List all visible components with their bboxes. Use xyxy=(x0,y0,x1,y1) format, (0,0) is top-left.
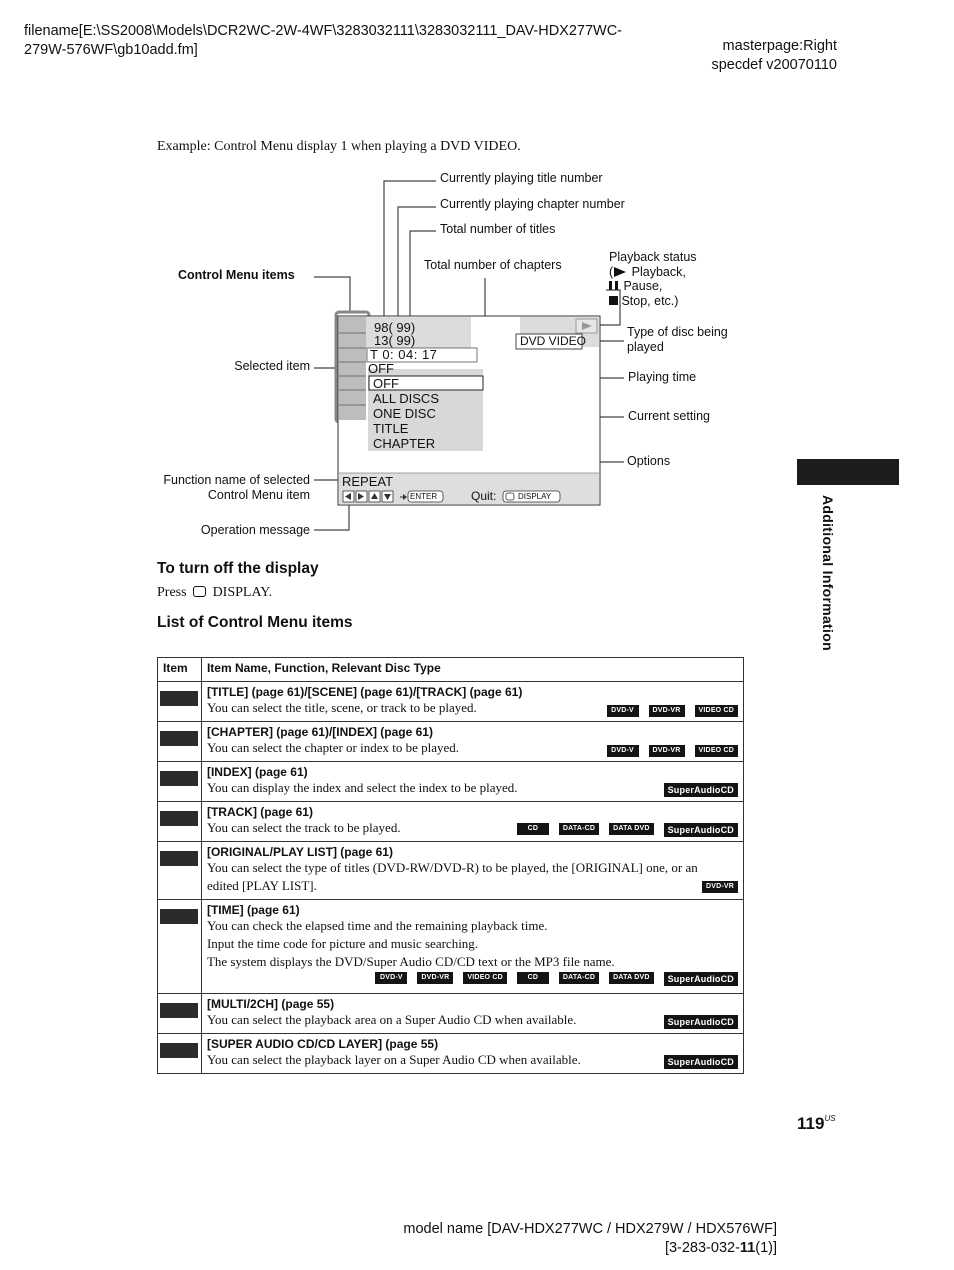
row-title: [TITLE] (page 61)/[SCENE] (page 61)/[TRACK] (page 61) xyxy=(206,685,523,699)
header-item-name: Item Name, Function, Relevant Disc Type xyxy=(201,658,743,682)
row-badges xyxy=(664,783,738,797)
callout-current-setting: Current setting xyxy=(628,409,710,423)
press-suffix: DISPLAY. xyxy=(212,585,273,600)
badge-video-cd: VIDEO CD xyxy=(695,705,738,717)
table-row xyxy=(158,994,744,1034)
row-description: You can select the playback layer on a Super Audio CD when available. xyxy=(206,1052,581,1067)
osd-display-label: DISPLAY xyxy=(518,492,552,501)
play-icon xyxy=(614,267,626,277)
callout-control-menu-items: Control Menu items xyxy=(178,268,295,282)
table-row xyxy=(158,682,744,722)
badge-super-audio-cd: SuperAudioCD xyxy=(664,1055,738,1069)
press-prefix: Press xyxy=(157,585,187,600)
footer-code-bold: 11 xyxy=(739,1240,756,1256)
callout-operation-message: Operation message xyxy=(200,523,310,537)
multi-2ch-icon xyxy=(160,1003,198,1018)
osd-time-row: T 0: 04: 17 xyxy=(370,347,438,362)
badge-super-audio-cd: SuperAudioCD xyxy=(664,783,738,797)
footer-code-suffix: (1)] xyxy=(755,1240,777,1256)
row-description: You can select the title, scene, or track to be played. xyxy=(206,700,477,715)
callout-playback-status xyxy=(609,250,697,308)
disc-layer-icon xyxy=(160,1043,198,1058)
row-badges xyxy=(607,745,739,757)
row-title: [CHAPTER] (page 61)/[INDEX] (page 61) xyxy=(206,725,433,739)
row-description-line1: You can check the elapsed time and the remaining playback time. xyxy=(206,918,548,933)
table-row xyxy=(158,1034,744,1074)
row-title: [SUPER AUDIO CD/CD LAYER] (page 55) xyxy=(206,1037,439,1051)
osd-quit-label: Quit: xyxy=(471,489,497,503)
row-description: You can select the track to be played. xyxy=(206,820,401,835)
osd-option-chapter: CHAPTER xyxy=(373,436,436,451)
row-badges xyxy=(207,972,738,986)
badge-video-cd: VIDEO CD xyxy=(463,972,506,984)
title-disc-icon xyxy=(160,691,198,706)
row-badges xyxy=(702,881,738,893)
badge-super-audio-cd: SuperAudioCD xyxy=(664,1015,738,1029)
table-row xyxy=(158,802,744,842)
osd-current-value: OFF xyxy=(368,361,394,376)
osd-option-off: OFF xyxy=(373,376,399,391)
osd-function-name: REPEAT xyxy=(342,474,394,489)
callout-function-name xyxy=(163,473,310,502)
osd-option-all-discs: ALL DISCS xyxy=(373,391,439,406)
example-caption: Example: Control Menu display 1 when playing a DVD VIDEO. xyxy=(157,139,521,154)
callout-playback-status-line3 xyxy=(609,279,697,294)
table-header-row xyxy=(158,658,744,682)
row-description: You can select the playback area on a Super Audio CD when available. xyxy=(206,1012,577,1027)
badge-super-audio-cd: SuperAudioCD xyxy=(664,972,738,986)
row-title: [TRACK] (page 61) xyxy=(206,805,313,819)
footer-model-name: model name [DAV-HDX277WC / HDX279W / HDX576WF] xyxy=(403,1221,777,1237)
index-flag-icon xyxy=(160,771,198,786)
callout-function-name-line1: Function name of selected xyxy=(163,473,310,487)
pause-label: Pause, xyxy=(620,279,663,293)
row-description: You can display the index and select the index to be played. xyxy=(206,780,518,795)
row-badges xyxy=(517,823,738,837)
callout-playing-time: Playing time xyxy=(628,370,697,384)
page-number-value: 119 xyxy=(797,1114,825,1133)
table-row xyxy=(158,842,744,900)
row-badges xyxy=(664,1015,738,1029)
heading-turn-off-display: To turn off the display xyxy=(157,560,319,577)
callout-playback-status-line1: Playback status xyxy=(609,250,697,264)
osd-enter-label: ENTER xyxy=(410,492,438,501)
row-description-line2: Input the time code for picture and music searching. xyxy=(206,936,479,951)
music-note-icon xyxy=(160,811,198,826)
callout-function-name-line2: Control Menu item xyxy=(207,487,310,502)
row-description: You can select the chapter or index to be played. xyxy=(206,740,460,755)
callout-chapter-number: Currently playing chapter number xyxy=(440,197,625,211)
press-display-instruction xyxy=(157,585,272,601)
callout-playback-status-line4 xyxy=(609,294,697,309)
badge-cd: CD xyxy=(517,823,549,835)
badge-dvd-vr: DVD-VR xyxy=(702,881,738,893)
callout-title-number: Currently playing title number xyxy=(440,171,603,185)
callout-total-chapters: Total number of chapters xyxy=(424,258,562,272)
badge-video-cd: VIDEO CD xyxy=(695,745,738,757)
badge-data-cd: DATA-CD xyxy=(559,972,599,984)
osd-chapter-row: 13( 99) xyxy=(374,333,416,348)
footer-model xyxy=(403,1220,777,1258)
row-description-line3: The system displays the DVD/Super Audio CD/CD text or the MP3 file name. xyxy=(206,954,615,969)
clock-icon xyxy=(160,909,198,924)
footer-code xyxy=(403,1239,777,1258)
stop-icon xyxy=(609,296,618,305)
play-list-icon xyxy=(160,851,198,866)
badge-dvd-v: DVD-V xyxy=(375,972,407,984)
side-tab-label: Additional Information xyxy=(820,495,836,651)
osd-disc-type: DVD VIDEO xyxy=(520,334,587,348)
row-title: [TIME] (page 61) xyxy=(206,903,300,917)
badge-dvd-vr: DVD-VR xyxy=(649,705,685,717)
callout-playback-status-line2 xyxy=(609,265,697,280)
stop-label: Stop, etc.) xyxy=(618,293,679,308)
callout-selected-item: Selected item xyxy=(234,359,310,373)
footer-code-prefix: [3-283-032- xyxy=(664,1240,740,1256)
paren-open: ( xyxy=(609,264,614,279)
diagram-lines xyxy=(0,0,954,600)
pause-icon xyxy=(609,281,618,290)
badge-super-audio-cd: SuperAudioCD xyxy=(664,823,738,837)
callout-disc-type xyxy=(627,325,728,354)
heading-control-menu-list: List of Control Menu items xyxy=(157,614,353,631)
badge-data-dvd: DATA DVD xyxy=(609,823,653,835)
badge-data-dvd: DATA DVD xyxy=(609,972,653,984)
table-row xyxy=(158,762,744,802)
chapter-clapper-icon xyxy=(160,731,198,746)
header-item: Item xyxy=(158,658,202,682)
row-badges xyxy=(664,1055,738,1069)
side-tab-bar xyxy=(797,459,899,485)
badge-dvd-vr: DVD-VR xyxy=(417,972,453,984)
badge-dvd-v: DVD-V xyxy=(607,745,639,757)
row-title: [INDEX] (page 61) xyxy=(206,765,308,779)
table-row xyxy=(158,900,744,994)
page-number xyxy=(797,1114,836,1134)
row-description: You can select the type of titles (DVD-RW/DVD-R) to be played, the [ORIGINAL] one, or an edited [PLAY LIST]. xyxy=(206,860,698,893)
osd-option-one-disc: ONE DISC xyxy=(373,406,436,421)
header-filename-line1: filename[E:\SS2008\Models\DCR2WC-2W-4WF\3283032111\3283032111_DAV-HDX277WC- xyxy=(24,23,623,39)
page-number-suffix: US xyxy=(824,1114,836,1123)
control-menu-table xyxy=(157,657,744,1074)
badge-cd: CD xyxy=(517,972,549,984)
playback-label: Playback, xyxy=(628,264,686,279)
row-title: [ORIGINAL/PLAY LIST] (page 61) xyxy=(206,845,393,859)
row-badges xyxy=(607,705,739,717)
badge-dvd-v: DVD-V xyxy=(607,705,639,717)
header-masterpage-text: masterpage:Right xyxy=(722,38,837,54)
header-filename-line2: 279W-576WF\gb10add.fm] xyxy=(24,42,198,58)
callout-disc-type-line1: Type of disc being xyxy=(627,325,728,339)
row-title: [MULTI/2CH] (page 55) xyxy=(206,997,335,1011)
callout-disc-type-line2: played xyxy=(627,339,664,354)
display-button-icon xyxy=(193,586,206,597)
header-specdef-text: specdef v20070110 xyxy=(711,57,837,73)
callout-total-titles: Total number of titles xyxy=(440,222,556,236)
badge-dvd-vr: DVD-VR xyxy=(649,745,685,757)
callout-options: Options xyxy=(627,454,671,468)
osd-title-row: 98( 99) xyxy=(374,320,416,335)
osd-option-title: TITLE xyxy=(373,421,409,436)
table-row xyxy=(158,722,744,762)
badge-data-cd: DATA-CD xyxy=(559,823,599,835)
